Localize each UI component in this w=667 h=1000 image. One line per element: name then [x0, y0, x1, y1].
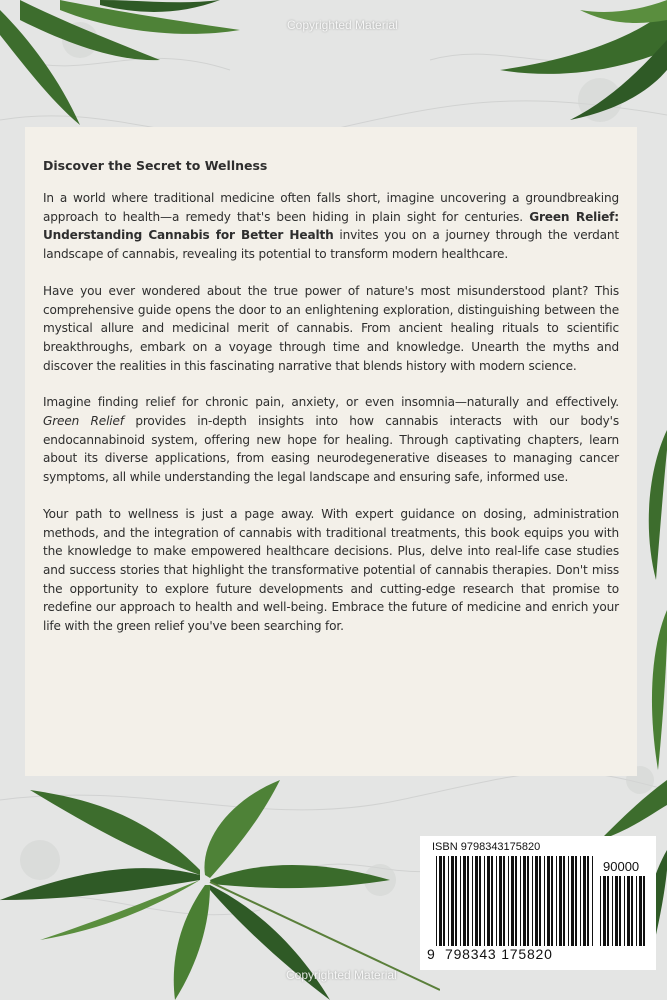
barcode-bar — [636, 876, 637, 946]
barcode-bar — [436, 856, 437, 946]
barcode-bar — [503, 856, 505, 946]
description-paragraph-4: Your path to wellness is just a page away. With expert guidance on dosing, administration methods, and the integration of cannabis with traditional treatments, this book equips you with the knowledge to make empowered healthcare decisions. Plus, delve into real-life case studies and success stories that highlight the transformative potential of cannabis therapies. Don't miss the opportunity to explore future developments and cutting-edge research that promise to redefine our approach to health and well-being. Embrace the future of medicine and enrich your life with the green relief you've been searching for. — [43, 506, 619, 634]
copyright-watermark-bottom: Copyrighted Material — [286, 968, 397, 982]
barcode-bar — [547, 856, 550, 946]
barcode-bar — [624, 876, 625, 946]
barcode-bar — [539, 856, 541, 946]
barcode-bar — [612, 876, 613, 946]
barcode-bar — [523, 856, 526, 946]
barcode-bar — [643, 876, 645, 946]
description-heading: Discover the Secret to Wellness — [43, 158, 268, 173]
barcode-bar — [499, 856, 502, 946]
barcode-bar — [571, 856, 574, 946]
barcode-main-bars — [436, 856, 594, 946]
cannabis-leaf-top-right-icon — [440, 0, 667, 125]
barcode-bar — [627, 876, 630, 946]
barcode-bar — [639, 876, 642, 946]
barcode-bar — [619, 876, 621, 946]
copyright-watermark-top: Copyrighted Material — [287, 18, 398, 32]
barcode-bar — [479, 856, 481, 946]
barcode-bar — [600, 876, 601, 946]
barcode-bar — [544, 856, 545, 946]
barcode-bar — [563, 856, 565, 946]
barcode-bar — [520, 856, 521, 946]
barcode-bar — [484, 856, 485, 946]
barcode-bar — [532, 856, 533, 946]
barcode-bar — [443, 856, 445, 946]
barcode-bar — [491, 856, 493, 946]
barcode-digits: 798343 175820 — [445, 946, 553, 962]
barcode-bar — [615, 876, 618, 946]
barcode-bar — [496, 856, 497, 946]
barcode-bar — [559, 856, 562, 946]
barcode-bar — [535, 856, 538, 946]
description-paragraph-1 — [43, 189, 619, 264]
barcode-bar — [556, 856, 557, 946]
barcode-bar — [603, 876, 606, 946]
barcode-bar — [575, 856, 577, 946]
barcode-bar — [487, 856, 490, 946]
price-code: 90000 — [603, 859, 640, 874]
barcode-bar — [448, 856, 449, 946]
paragraph-3-text-start: Imagine finding relief for chronic pain, anxiety, or even insomnia—naturally and effectively. — [43, 395, 619, 410]
description-panel — [25, 127, 637, 776]
barcode-bar — [551, 856, 553, 946]
isbn-label: ISBN 9798343175820 — [432, 841, 541, 853]
paragraph-1-text-end: invites you on a journey through the verdant landscape of cannabis, revealing its potential to transform modern healthcare. — [43, 228, 619, 262]
book-title-bold: Green Relief: Understanding Cannabis for Better Health — [43, 209, 619, 243]
barcode-bar — [592, 856, 593, 946]
barcode-bar — [439, 856, 442, 946]
book-title-italic: Green Relief — [43, 414, 124, 429]
barcode-bar — [451, 856, 454, 946]
barcode-bar — [587, 856, 589, 946]
cannabis-leaf-bottom-left-icon — [0, 780, 440, 1000]
barcode-bar — [472, 856, 473, 946]
barcode-bar — [580, 856, 581, 946]
description-paragraph-2: Have you ever wondered about the true power of nature's most misunderstood plant? This comprehensive guide opens the door to an enlightening exploration, distinguishing between the mystical allure and medicinal merit of cannabis. From ancient healing rituals to scientific breakthroughs, embark on a voyage through time and knowledge. Unearth the myths and discover the realities in this fascinating narrative that blends history with modern science. — [43, 283, 619, 373]
cannabis-leaf-top-left-icon — [0, 0, 260, 130]
barcode-bar — [460, 856, 461, 946]
paragraph-1-text-start: In a world where traditional medicine often falls short, imagine uncovering a groundbreaking approach to health—a remedy that's been hiding in plain sight for centuries. — [43, 191, 619, 224]
barcode-bar — [455, 856, 457, 946]
barcode-bar — [568, 856, 569, 946]
paragraph-3-text-end: provides in-depth insights into how cannabis interacts with our body's endocannabinoid system, offering new hope for healing. Through captivating chapters, learn about its diverse applications, from easing neurodegenerative diseases to managing cancer symptoms, all while understanding the legal landscape and ensuring safe, informed use. — [43, 414, 619, 485]
barcode-bar — [631, 876, 633, 946]
barcode-bar — [508, 856, 509, 946]
barcode-bar — [463, 856, 466, 946]
barcode-bar — [527, 856, 529, 946]
barcode-bar — [515, 856, 517, 946]
cannabis-leaf-right-icon — [638, 430, 667, 790]
isbn-barcode — [420, 836, 656, 970]
barcode-bar — [607, 876, 609, 946]
barcode-addon-bars — [600, 876, 648, 946]
barcode-lead-digit: 9 — [427, 946, 435, 962]
barcode-bar — [583, 856, 586, 946]
description-paragraph-3 — [43, 393, 619, 487]
barcode-bar — [475, 856, 478, 946]
barcode-bar — [467, 856, 469, 946]
barcode-bar — [511, 856, 514, 946]
